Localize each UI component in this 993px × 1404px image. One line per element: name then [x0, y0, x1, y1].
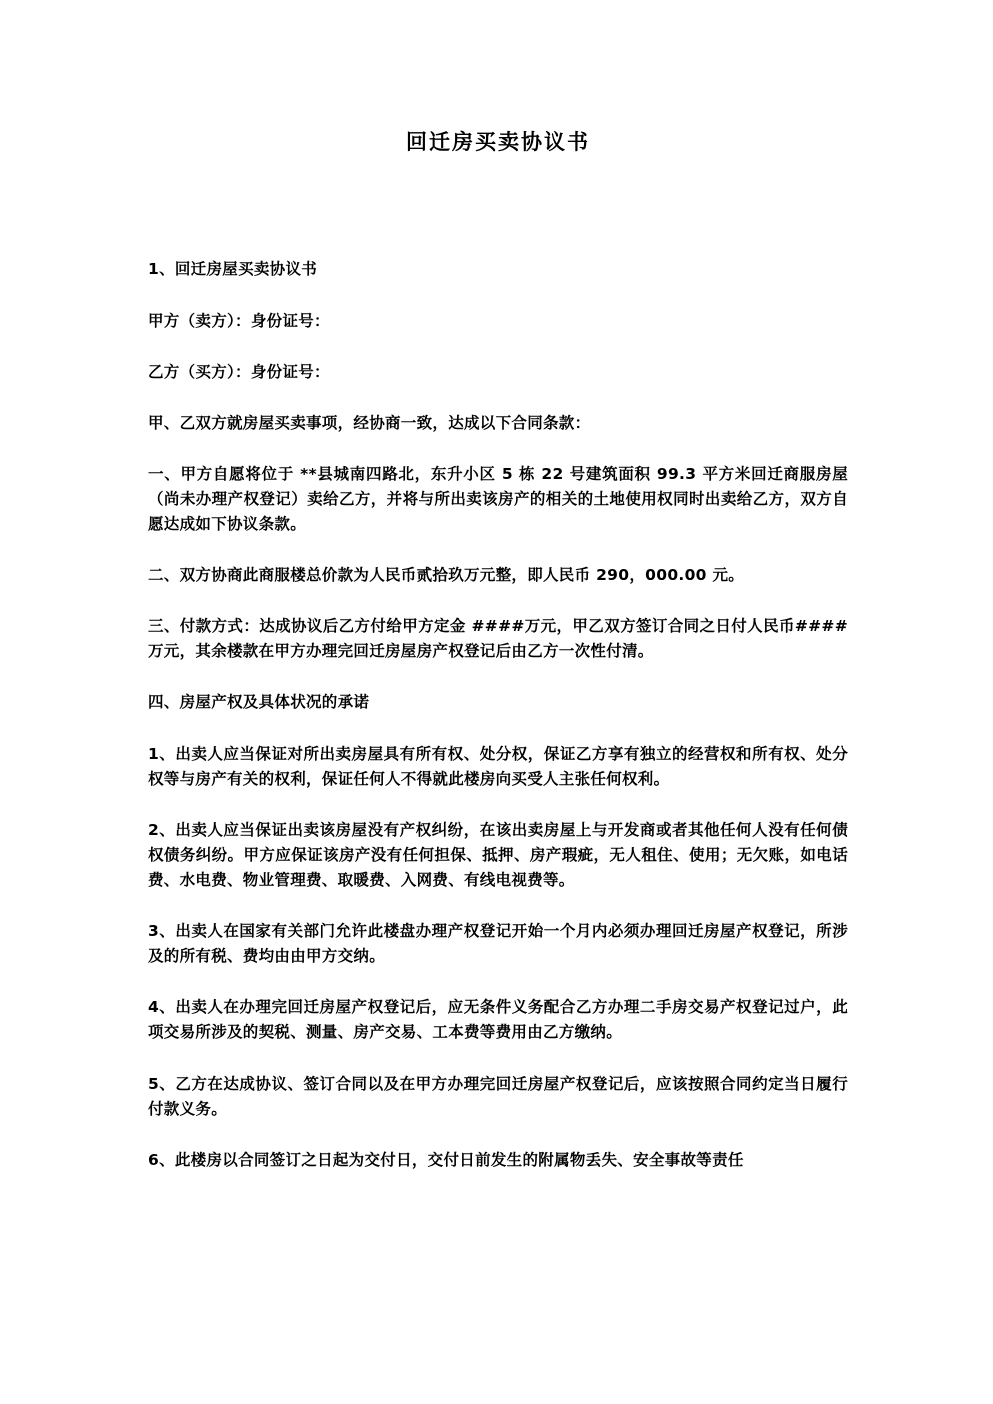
paragraph-preamble: 甲、乙双方就房屋买卖事项，经协商一致，达成以下合同条款： [148, 413, 591, 432]
paragraph-clause-3: 三、付款方式：达成协议后乙方付给甲方定金 ####万元，甲乙双方签订合同之日付人民币####万元，其余楼款在甲方办理完回迁房屋房产权登记后由乙方一次性付清。 [148, 617, 848, 661]
document-content [148, 0, 848, 1199]
paragraph-party-a: 甲方（卖方）：身份证号： [148, 311, 330, 330]
paragraph-clause-4-5: 5、乙方在达成协议、签订合同以及在甲方办理完回迁房屋产权登记后，应该按照合同约定当日履行付款义务。 [148, 1074, 848, 1118]
paragraph-party-b: 乙方（买方）：身份证号： [148, 362, 330, 381]
paragraph-clause-4-4: 4、出卖人在办理完回迁房屋产权登记后，应无条件义务配合乙方办理二手房交易产权登记过户，此项交易所涉及的契税、测量、房产交易、工本费等费用由乙方缴纳。 [148, 998, 848, 1042]
document-body [148, 257, 848, 1173]
paragraph-clause-4-3: 3、出卖人在国家有关部门允许此楼盘办理产权登记开始一个月内必须办理回迁房屋产权登记，所涉及的所有税、费均由由甲方交纳。 [148, 922, 848, 966]
paragraph-clause-4: 四、房屋产权及具体状况的承诺 [148, 693, 370, 712]
paragraph-clause-2: 二、双方协商此商服楼总价款为人民币贰拾玖万元整，即人民币 290，000.00 元。 [148, 566, 745, 585]
paragraph-heading-1: 1、回迁房屋买卖协议书 [148, 260, 318, 279]
paragraph-clause-4-1: 1、出卖人应当保证对所出卖房屋具有所有权、处分权，保证乙方享有独立的经营权和所有权、处分权等与房产有关的权利，保证任何人不得就此楼房向买受人主张任何权利。 [148, 744, 848, 788]
page-title: 回迁房买卖协议书 [406, 130, 590, 154]
paragraph-clause-4-6: 6、此楼房以合同签订之日起为交付日，交付日前发生的附属物丢失、安全事故等责任 [148, 1150, 744, 1169]
paragraph-clause-1: 一、甲方自愿将位于 **县城南四路北，东升小区 5 栋 22 号建筑面积 99.3 平方米回迁商服房屋（尚未办理产权登记）卖给乙方，并将与所出卖该房产的相关的土地使用权同时出卖给乙方，双方自愿达成如下协议条款。 [148, 464, 848, 534]
paragraph-clause-4-2: 2、出卖人应当保证出卖该房屋没有产权纠纷，在该出卖房屋上与开发商或者其他任何人没有任何债权债务纠纷。甲方应保证该房产没有任何担保、抵押、房产瑕疵，无人租住、使用；无欠账，如电话费、水电费、物业管理费、取暖费、入网费、有线电视费等。 [148, 820, 848, 890]
